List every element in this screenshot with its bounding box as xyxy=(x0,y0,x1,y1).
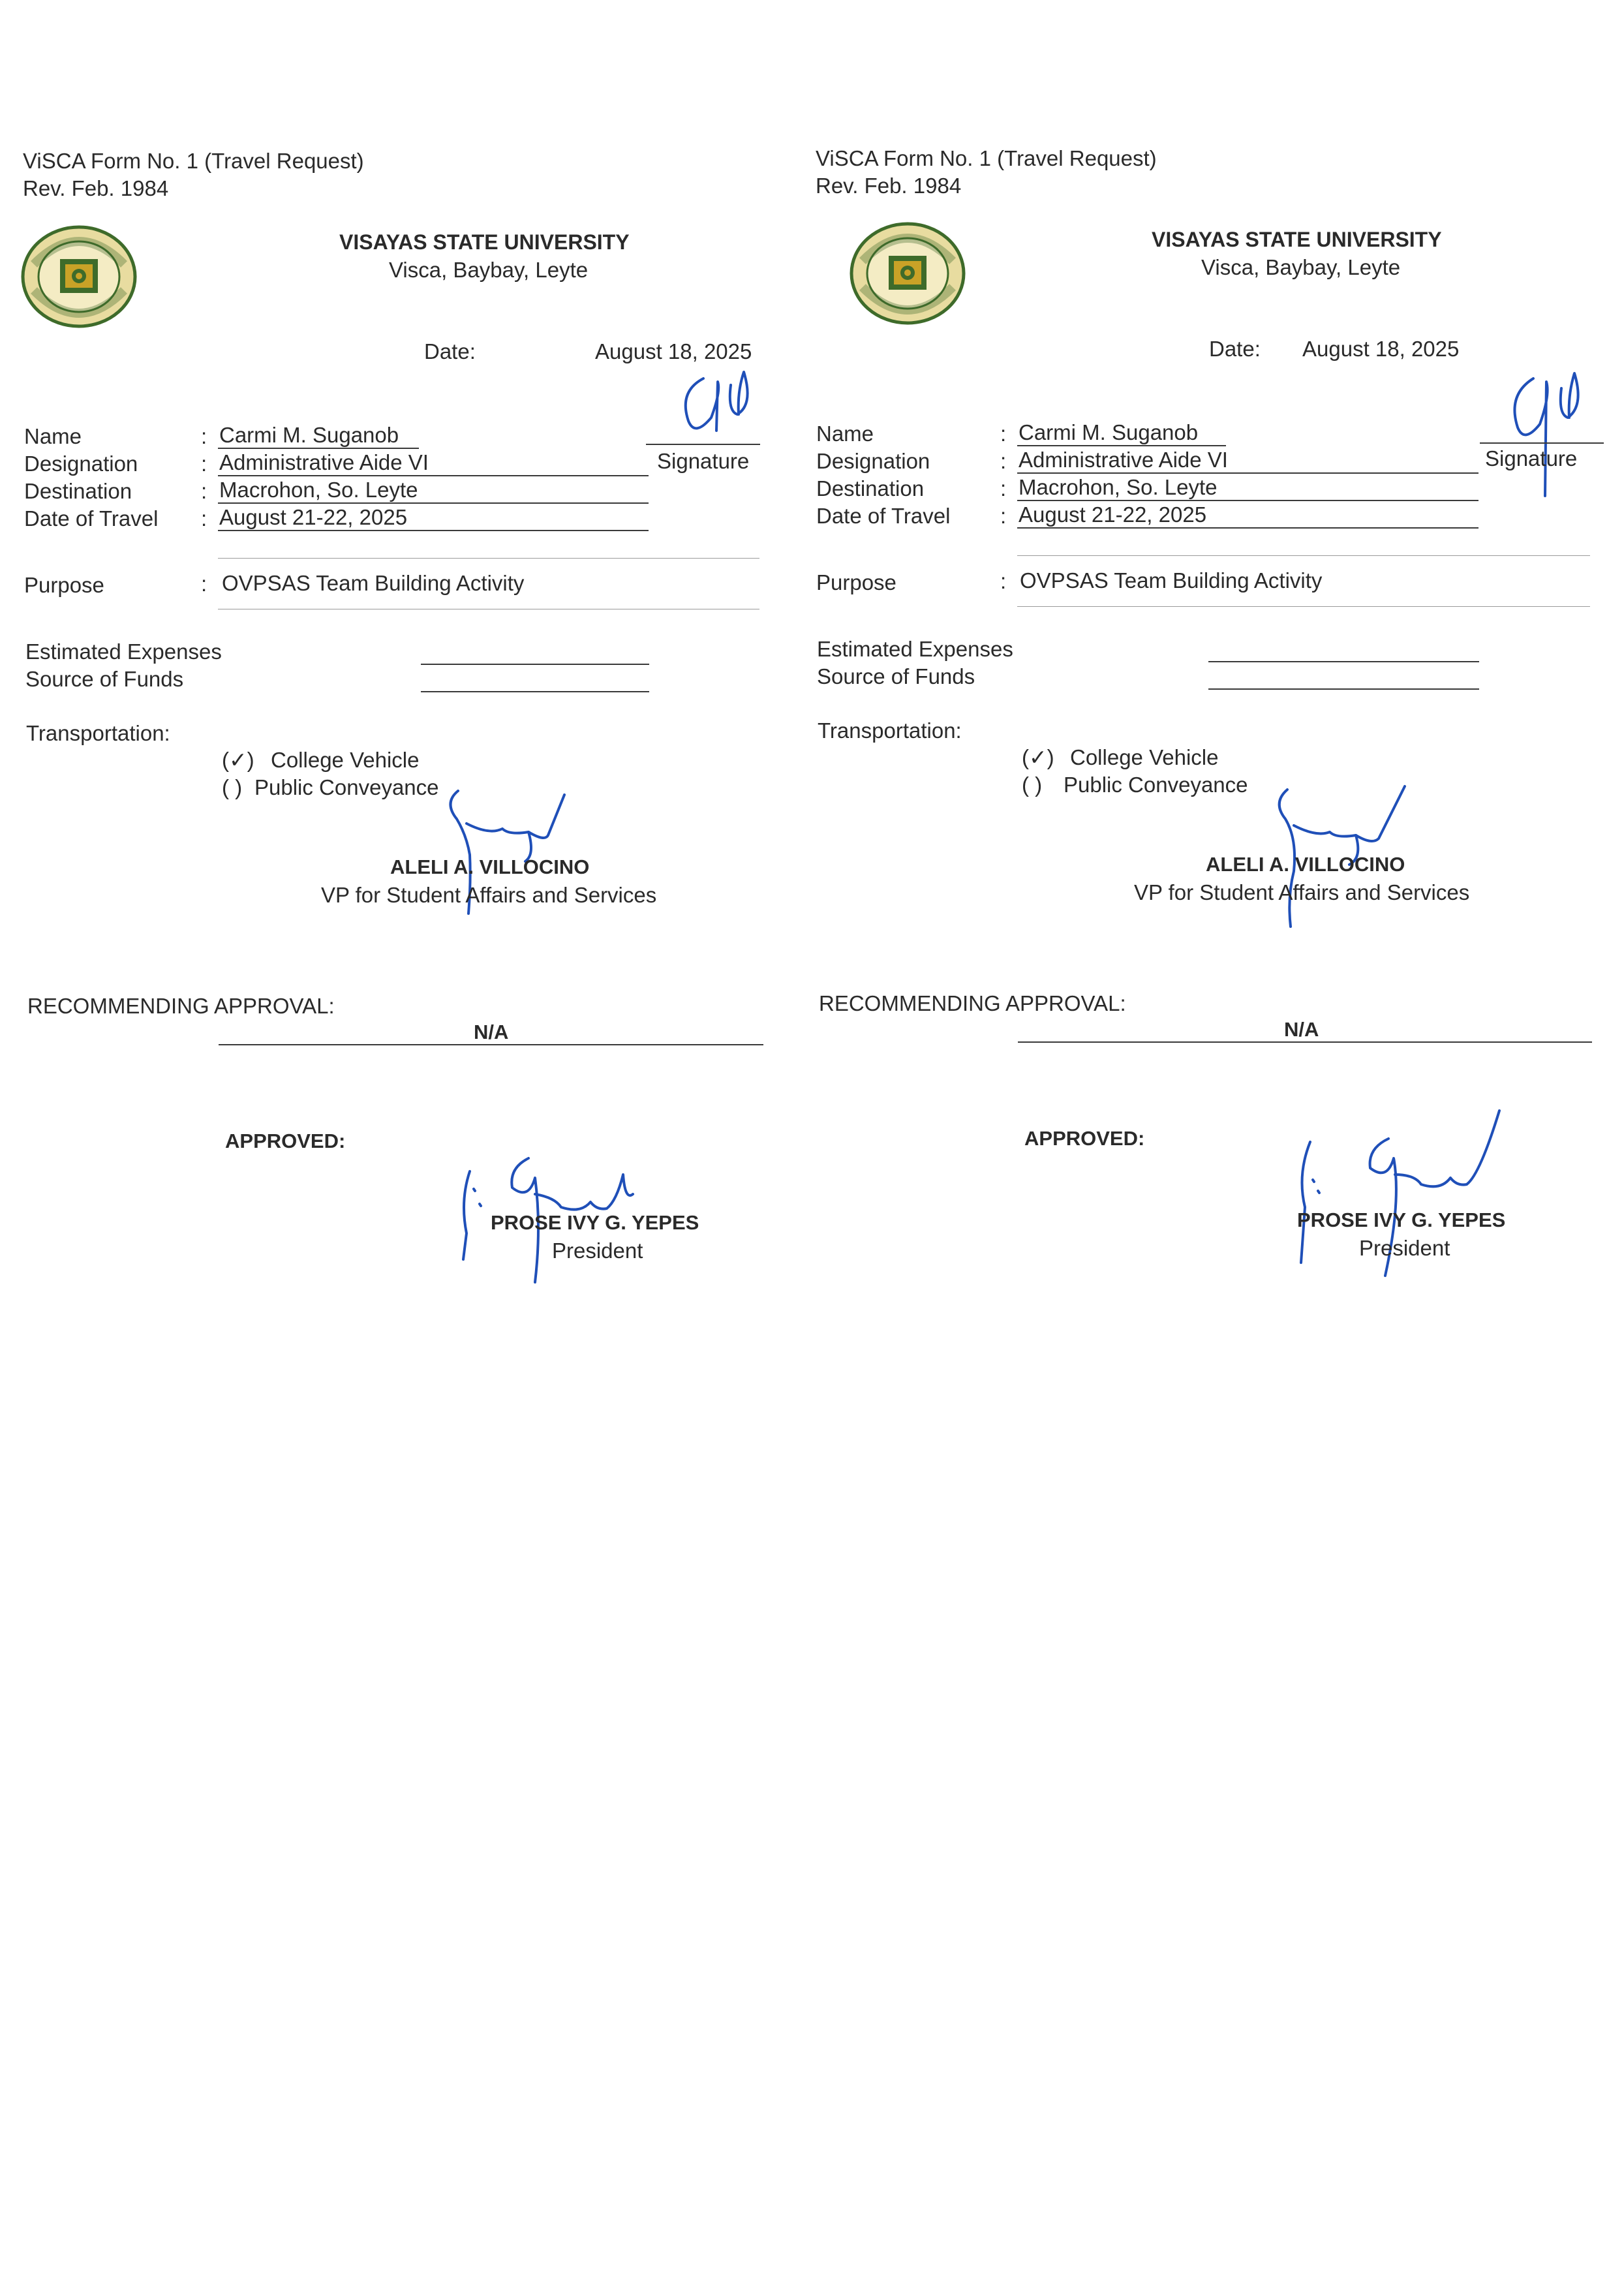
travel-date-line xyxy=(218,530,649,531)
university-seal-logo xyxy=(21,225,137,328)
designation-label: Designation xyxy=(816,449,930,473)
date-label: Date: xyxy=(1209,337,1261,361)
travel-date-value: August 21-22, 2025 xyxy=(1019,502,1207,527)
designation-colon: : xyxy=(1000,449,1007,473)
form-number: ViSCA Form No. 1 (Travel Request) xyxy=(23,149,364,173)
vp-title: VP for Student Affairs and Services xyxy=(1134,880,1470,904)
requester-signature xyxy=(1493,365,1597,496)
travel-date-label: Date of Travel xyxy=(24,506,159,531)
divider-line xyxy=(1017,555,1590,556)
university-name: VISAYAS STATE UNIVERSITY xyxy=(1152,228,1442,251)
name-line xyxy=(1017,445,1226,446)
name-label: Name xyxy=(24,424,82,448)
vp-name: ALELI A. VILLOCINO xyxy=(1206,853,1405,876)
source-of-funds-label: Source of Funds xyxy=(817,664,975,688)
form-number: ViSCA Form No. 1 (Travel Request) xyxy=(816,146,1157,170)
name-colon: : xyxy=(1000,422,1007,446)
date-value: August 18, 2025 xyxy=(595,339,752,363)
estimated-expenses-label: Estimated Expenses xyxy=(817,637,1013,661)
travel-date-line xyxy=(1017,527,1478,529)
vp-title: VP for Student Affairs and Services xyxy=(321,883,657,907)
public-conveyance-check: ( ) xyxy=(222,775,243,799)
name-value: Carmi M. Suganob xyxy=(1019,420,1199,444)
destination-colon: : xyxy=(201,479,207,503)
travel-date-label: Date of Travel xyxy=(816,504,951,528)
source-of-funds-label: Source of Funds xyxy=(25,667,184,691)
recommending-approval-value: N/A xyxy=(474,1021,509,1043)
approved-label: APPROVED: xyxy=(225,1130,346,1152)
source-of-funds-line xyxy=(1208,688,1479,690)
travel-date-colon: : xyxy=(201,506,207,531)
divider-line xyxy=(1017,606,1590,607)
estimated-expenses-line xyxy=(421,664,649,665)
university-seal-logo xyxy=(850,222,966,325)
purpose-label: Purpose xyxy=(816,570,896,594)
travel-request-form-copy-1 xyxy=(0,0,803,1370)
purpose-colon: : xyxy=(1000,569,1007,593)
destination-line xyxy=(218,502,649,504)
transportation-label: Transportation: xyxy=(26,721,170,745)
recommending-approval-value: N/A xyxy=(1284,1018,1319,1041)
college-vehicle-label: College Vehicle xyxy=(271,748,420,772)
university-address: Visca, Baybay, Leyte xyxy=(389,258,589,282)
public-conveyance-check: ( ) xyxy=(1022,773,1043,797)
date-value: August 18, 2025 xyxy=(1302,337,1460,361)
destination-line xyxy=(1017,500,1478,501)
travel-date-value: August 21-22, 2025 xyxy=(219,505,408,529)
public-conveyance-label: Public Conveyance xyxy=(254,775,439,799)
university-name: VISAYAS STATE UNIVERSITY xyxy=(339,230,630,254)
public-conveyance-label: Public Conveyance xyxy=(1064,773,1248,797)
president-name: PROSE IVY G. YEPES xyxy=(491,1211,699,1234)
destination-value: Macrohon, So. Leyte xyxy=(219,478,418,502)
signature-label: Signature xyxy=(1485,446,1578,470)
purpose-value: OVPSAS Team Building Activity xyxy=(1020,568,1323,593)
divider-line xyxy=(218,558,759,559)
signature-line xyxy=(1480,442,1604,444)
designation-line xyxy=(218,475,649,476)
vp-name: ALELI A. VILLOCINO xyxy=(390,855,590,878)
purpose-value: OVPSAS Team Building Activity xyxy=(222,571,525,595)
president-title: President xyxy=(1359,1236,1450,1260)
recommending-approval-line xyxy=(219,1044,763,1045)
recommending-approval-line xyxy=(1018,1041,1592,1043)
designation-value: Administrative Aide VI xyxy=(1019,448,1228,472)
president-name: PROSE IVY G. YEPES xyxy=(1297,1208,1506,1231)
university-address: Visca, Baybay, Leyte xyxy=(1201,255,1401,279)
designation-value: Administrative Aide VI xyxy=(219,450,429,474)
name-value: Carmi M. Suganob xyxy=(219,423,399,447)
president-title: President xyxy=(552,1239,643,1263)
source-of-funds-line xyxy=(421,691,649,692)
designation-label: Designation xyxy=(24,452,138,476)
destination-label: Destination xyxy=(24,479,132,503)
travel-date-colon: : xyxy=(1000,504,1007,528)
form-revision: Rev. Feb. 1984 xyxy=(23,176,169,200)
purpose-colon: : xyxy=(201,572,207,596)
travel-request-form-copy-2 xyxy=(801,0,1604,1370)
estimated-expenses-line xyxy=(1208,661,1479,662)
date-label: Date: xyxy=(424,339,476,363)
name-colon: : xyxy=(201,424,207,448)
designation-line xyxy=(1017,472,1478,474)
signature-line xyxy=(646,444,760,445)
recommending-approval-label: RECOMMENDING APPROVAL: xyxy=(819,991,1126,1015)
destination-value: Macrohon, So. Leyte xyxy=(1019,475,1218,499)
college-vehicle-check: (✓) xyxy=(1022,745,1054,769)
form-revision: Rev. Feb. 1984 xyxy=(816,174,962,198)
recommending-approval-label: RECOMMENDING APPROVAL: xyxy=(27,994,335,1018)
destination-label: Destination xyxy=(816,476,925,500)
name-label: Name xyxy=(816,422,874,446)
purpose-label: Purpose xyxy=(24,573,104,597)
destination-colon: : xyxy=(1000,476,1007,500)
name-line xyxy=(218,448,419,449)
estimated-expenses-label: Estimated Expenses xyxy=(25,639,222,664)
transportation-label: Transportation: xyxy=(818,718,962,743)
college-vehicle-check: (✓) xyxy=(222,748,254,772)
designation-colon: : xyxy=(201,452,207,476)
signature-label: Signature xyxy=(657,449,750,473)
college-vehicle-label: College Vehicle xyxy=(1070,745,1219,769)
approved-label: APPROVED: xyxy=(1024,1127,1145,1150)
